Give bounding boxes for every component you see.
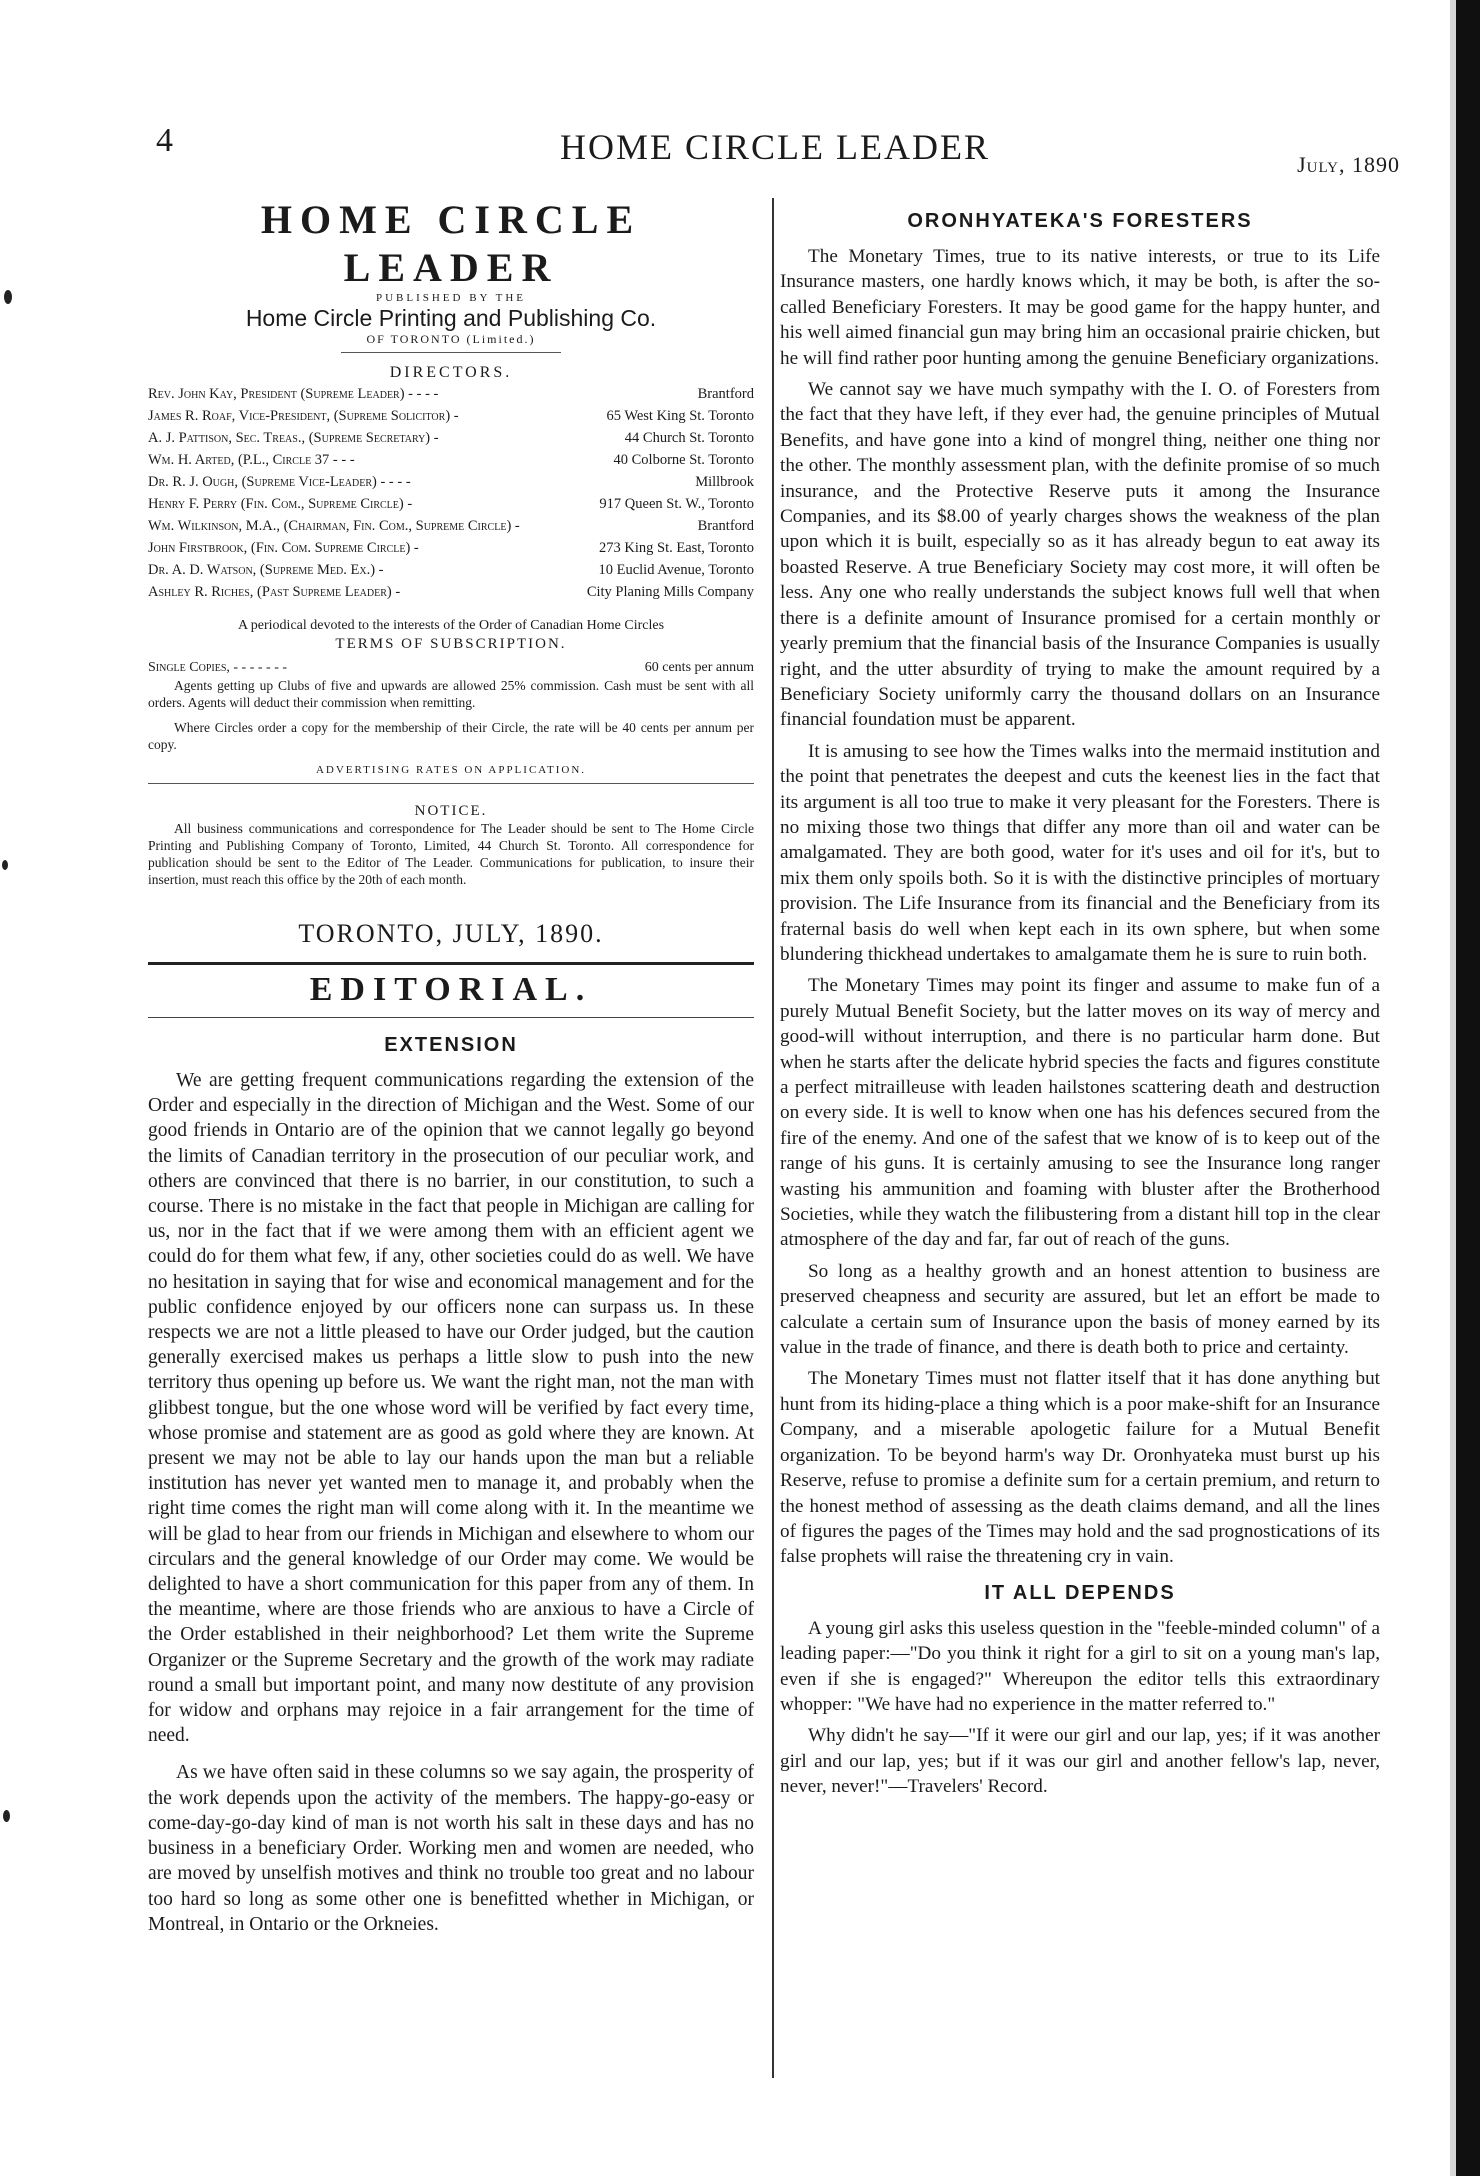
article-title-extension: EXTENSION (384, 1034, 518, 1056)
scan-speck (4, 290, 12, 304)
divider (148, 1017, 754, 1018)
divider (341, 352, 561, 353)
masthead-title: HOME CIRCLE LEADER (260, 197, 642, 290)
scan-speck (3, 1810, 10, 1822)
article-paragraph: The Monetary Times may point its finger and assume to make fun of a purely Mutual Benefit Society, but the latter moves on its way of mercy and good-will without interruption, and there is no particular harm done. But when he starts after the delicate hybrid species the facts and figures constitute a perfect mitrailleuse with leaden hailstones scattering death and destruction on every side. It is well to know when one has his defences secured from the fire of the enemy. And one of the safest that we know of is to keep out of the range of his guns. It is certainly amusing to see the Insurance long ranger wasting his ammunition and foaming with bluster after the Brotherhood Societies, while they watch the filibustering from a distant hill top in the clear atmosphere of the day and far, far out of reach of the guns. (780, 975, 1380, 1251)
article-paragraph: It is amusing to see how the Times walks into the mermaid institution and the point that penetrates the deepest and cuts the keenest lies in the fact that its argument is all too true to make it very pleasant for the Foresters. There is no mixing those two things that differ any more than oil and water can be amalgamated. They are both good, water for it's uses and oil for it's, but to mix them only spoils both. So it is with the distinctive principles of mortuary provision. The Life Insurance from its financial and the Beneficiary from its fraternal basis do well when kept each in its own sphere, but when some blundering thickhead undertakes to amalgamate them he is sure to ruin both. (780, 740, 1380, 965)
director-address: 917 Queen St. W., Toronto (599, 496, 754, 512)
directors-list (148, 383, 754, 603)
article-paragraph: The Monetary Times must not flatter itself that it has done anything but hunt from its hiding-place a thing which is a poor make-shift for an Insurance Company, and a miserable apologetic failure for a Mutual Benefit organization. To be beyond harm's way Dr. Oronhyateka must burst up his Reserve, refuse to promise a definite sum for a certain premium, and return to the honest method of assessing as the death claims demand, and all the lines of figures the pages of the Times may hold and the sad prognostications of its false prophets will raise the threatening cry in vain. (780, 1368, 1380, 1568)
column-divider (772, 198, 774, 2078)
director-address: City Planing Mills Company (586, 584, 754, 600)
director-row (148, 493, 754, 515)
directors-heading: DIRECTORS. (389, 364, 513, 381)
director-row (148, 515, 754, 537)
left-column (148, 196, 754, 1943)
director-row (148, 427, 754, 449)
director-address: 65 West King St. Toronto (606, 408, 754, 424)
single-copies-price: 60 cents per annum (644, 660, 754, 675)
agents-terms: Agents getting up Clubs of five and upwards are allowed 25% commission. Cash must be sent with all orders. Agents will deduct their commission when remitting. (148, 678, 754, 710)
director-row (148, 581, 754, 603)
article-paragraph: We cannot say we have much sympathy with the I. O. of Foresters from the fact that they have left, if they ever had, the genuine principles of Mutual Benefits, and have gone into a kind of mongrel thing, neither one thing nor the other. The monthly assessment plan, with the definite promise of so much insurance, and the Protective Reserve puts it among the Insurance Companies, and its $8.00 of yearly charges shows the weakness of the plan upon which it is built, especially so as it has already begun to eat away its boasted Reserve. A true Beneficiary Society may cost more, it will often be less. Any one who really understands the subject knows full well that when there is a definite amount of Insurance promised for a certain monthly or yearly premium that the financial basis of the Insurance Companies is usually right, and the utter absurdity of trying to make the amount required by a Beneficiary Society uniformly carry the thousand dollars on an Insurance financial foundation must be apparent. (780, 379, 1380, 731)
director-address: 273 King St. East, Toronto (599, 540, 754, 556)
director-name: Wm. H. Arted, (P.L., Circle 37 - - - (148, 452, 355, 468)
publisher-location: OF TORONTO (Limited.) (366, 332, 536, 346)
notice-text: All business communications and correspondence for The Leader should be sent to The Home Circle Printing and Publishing Company of Toronto, Limited, 44 Church St. Toronto. All correspondence for publication should be sent to the Editor of The Leader. Communications for publication, to insure their insertion, must reach this office by the 20th of each month. (148, 821, 754, 887)
director-address: 40 Colborne St. Toronto (613, 452, 754, 468)
article-title-it-all-depends: IT ALL DEPENDS (984, 1581, 1176, 1604)
article-paragraph: So long as a healthy growth and an honest attention to business are preserved cheapness and security are assured, but let an effort be made to calculate a certain sum of Insurance upon the basis of money earned by its value in the trade of finance, and there is death both to price and certainty. (780, 1260, 1380, 1359)
director-row (148, 537, 754, 559)
published-by: PUBLISHED BY THE (375, 292, 527, 304)
director-name: Henry F. Perry (Fin. Com., Supreme Circle) - (148, 496, 413, 512)
scan-page-edge (1456, 0, 1480, 2176)
director-name: Dr. A. D. Watson, (Supreme Med. Ex.) - (148, 562, 384, 578)
director-row (148, 405, 754, 427)
director-address: 44 Church St. Toronto (624, 430, 754, 446)
divider (148, 783, 754, 784)
director-name: Dr. R. J. Ough, (Supreme Vice-Leader) - - - - (148, 474, 411, 490)
director-name: Wm. Wilkinson, M.A., (Chairman, Fin. Com., Supreme Circle) - (148, 518, 520, 534)
scan-speck (2, 860, 8, 870)
director-name: James R. Roaf, Vice-President, (Supreme Solicitor) - (148, 408, 459, 424)
terms-heading: TERMS OF SUBSCRIPTION. (335, 636, 567, 652)
director-name: Rev. John Kay, President (Supreme Leader) - - - - (148, 386, 439, 402)
article-paragraph: As we have often said in these columns so we say again, the prosperity of the work depends upon the activity of the members. The happy-go-easy or come-day-go-day kind of man is not worth his salt in these days and has no business in a beneficiary Order. Working men and women are needed, who are moved by unselfish motives and think no trouble too great and no labour too hard so long as some other one is benefitted whether in Michigan, or Montreal, in Ontario or the Orkneies. (148, 1762, 754, 1935)
director-row (148, 559, 754, 581)
director-name: A. J. Pattison, Sec. Treas., (Supreme Secretary) - (148, 430, 439, 446)
director-row (148, 471, 754, 493)
publisher-company: Home Circle Printing and Publishing Co. (245, 305, 657, 331)
article-paragraph: We are getting frequent communications regarding the extension of the Order and especially in the direction of Michigan and the West. Some of our good friends in Ontario are of the opinion that we cannot legally go beyond the limits of Canadian territory in the prosecution of our peculiar work, and others are convinced that there is no barrier, in our constitution, to such a course. There is no mistake in the fact that people in Michigan are calling for us, nor in the fact that if we were among them with an efficient agent we could do for them what few, if any, other societies could do as well. We have no hesitation in saying that for wise and economical management and for the public confidence enjoyed by our officers none can surpass us. In these respects we are not a little pleased to have our Order judged, but the caution generally exercised makes us perhaps a little slow to push into the new territory thus opening up before us. We want the right man, not the man with glibbest tongue, but the one whose word will be verified by fact every time, whose promise and statement are as good as gold where they are known. At present we may not be able to lay our hands upon the man but a reliable institution has never yet wanted men to manage it, and probably when the right time comes the right man will come along with it. In the meantime we will be glad to hear from our friends in Michigan and elsewhere to whom our circulars and the general knowledge of our Order may come. We would be delighted to have a short communication for this paper from any of them. In the meantime, where are those friends who are anxious to have a Circle of the Order established in their neighborhood? Let them write the Supreme Organizer or the Supreme Secretary and the growth of the work may radiate round a small but important point, and many now destitute of any provision for widow and orphans may rejoice in a fair arrangement for the time of need. (148, 1070, 754, 1747)
article-paragraph: A young girl asks this useless question in the "feeble-minded column" of a leading paper:—"Do you think it right for a girl to sit on a young man's lap, even if she is engaged?" Whereupon the editor tells this extraordinary whopper: "We have had no experience in the matter referred to." (780, 1617, 1381, 1715)
page-header (150, 118, 1400, 178)
director-address: Brantford (697, 518, 754, 534)
single-copies-row (148, 659, 754, 677)
director-address: Brantford (697, 386, 754, 402)
running-title: HOME CIRCLE LEADER (560, 127, 990, 167)
circles-terms: Where Circles order a copy for the membership of their Circle, the rate will be 40 cents per annum per copy. (148, 720, 754, 752)
article-paragraph: The Monetary Times, true to its native interests, or true to its Life Insurance masters, one hardly knows which, it may be both, is after the so-called Beneficiary Foresters. It may be good game for the happy hunter, and his well aimed financial gun may bring him an occasional prairie chicken, but he will find rather poor hunting among the genuine Beneficiary organizations. (780, 246, 1380, 369)
director-row (148, 383, 754, 405)
director-address: 10 Euclid Avenue, Toronto (598, 562, 754, 578)
page-number: 4 (156, 122, 173, 159)
article-title-foresters: ORONHYATEKA'S FORESTERS (907, 210, 1253, 232)
director-address: Millbrook (695, 474, 754, 490)
issue-date: July, 1890 (1297, 152, 1400, 177)
editorial-heading: EDITORIAL. (309, 971, 593, 1008)
single-copies-label: Single Copies, - - - - - - - (148, 660, 288, 675)
director-row (148, 449, 754, 471)
divider (148, 962, 754, 965)
director-name: John Firstbrook, (Fin. Com. Supreme Circle) - (148, 540, 419, 556)
dateline: TORONTO, JULY, 1890. (298, 919, 604, 948)
periodical-statement: A periodical devoted to the interests of the Order of Canadian Home Circles (237, 618, 665, 633)
advertising-note: ADVERTISING RATES ON APPLICATION. (315, 764, 587, 776)
article-paragraph: Why didn't he say—"If it were our girl and our lap, yes; if it was another girl and our lap, yes; but if it was our girl and another fellow's lap, never, never, never!"—Travelers' Record. (780, 1725, 1380, 1798)
right-column (780, 196, 1380, 1806)
notice-heading: NOTICE. (414, 803, 488, 819)
director-name: Ashley R. Riches, (Past Supreme Leader) - (148, 584, 401, 600)
